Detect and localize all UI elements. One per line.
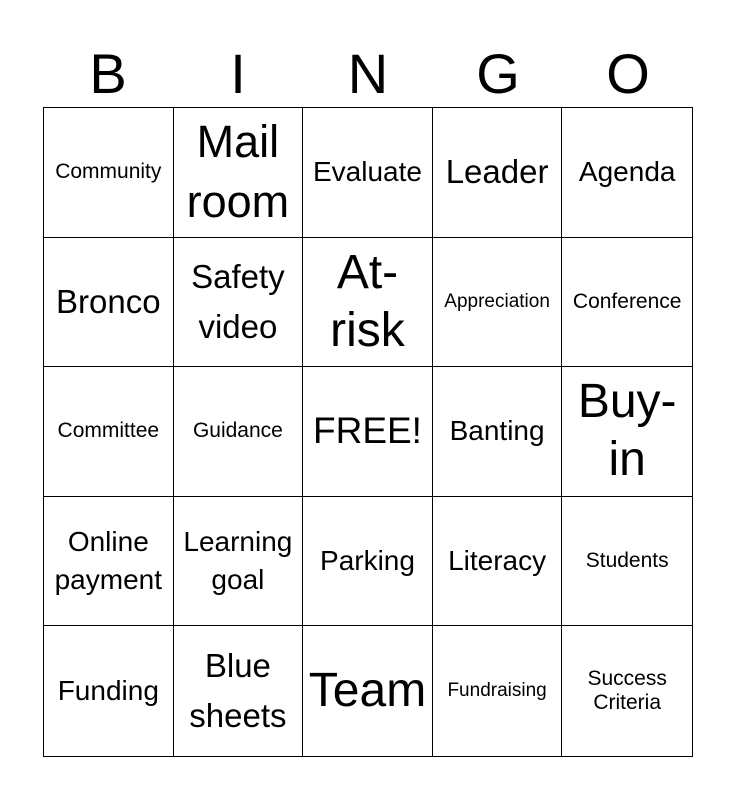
cell-label: Community — [55, 160, 162, 184]
cell-label: Funding — [57, 675, 159, 707]
bingo-cell[interactable] — [44, 238, 174, 368]
bingo-cell[interactable] — [562, 626, 692, 756]
bingo-cell[interactable] — [433, 367, 563, 497]
bingo-board — [43, 107, 693, 757]
cell-label: At-risk — [330, 245, 405, 357]
bingo-header — [43, 40, 693, 108]
bingo-cell[interactable] — [303, 497, 433, 627]
bingo-cell[interactable] — [562, 238, 692, 368]
header-letter-o: O — [606, 42, 650, 105]
bingo-cell[interactable] — [44, 367, 174, 497]
cell-label: Online payment — [54, 526, 162, 596]
cell-label: Committee — [57, 419, 160, 443]
bingo-cell[interactable] — [174, 367, 304, 497]
bingo-cell[interactable] — [303, 626, 433, 756]
bingo-cell[interactable] — [433, 238, 563, 368]
header-letter-b: B — [89, 42, 127, 105]
header-letter-n: N — [347, 42, 389, 105]
cell-label: Mail room — [186, 116, 290, 228]
cell-label: FREE! — [313, 410, 422, 452]
cell-label: Fundraising — [447, 680, 547, 702]
cell-label: Agenda — [578, 156, 676, 188]
bingo-cell[interactable] — [44, 626, 174, 756]
bingo-cell[interactable] — [562, 497, 692, 627]
cell-label: Literacy — [448, 545, 547, 577]
bingo-cell[interactable] — [562, 367, 692, 497]
cell-label: Learning goal — [183, 526, 293, 596]
cell-label: Guidance — [192, 419, 283, 443]
bingo-cell[interactable] — [433, 626, 563, 756]
header-letter-g: G — [476, 42, 520, 105]
cell-label: Buy-in — [577, 375, 677, 487]
bingo-cell[interactable] — [174, 108, 304, 238]
cell-label: Students — [585, 549, 669, 573]
cell-label: Blue sheets — [189, 647, 287, 735]
bingo-cell[interactable] — [433, 108, 563, 238]
bingo-cell[interactable] — [433, 497, 563, 627]
cell-label: Banting — [449, 415, 545, 447]
cell-label: Success Criteria — [587, 667, 667, 715]
bingo-cell free-space[interactable] — [303, 367, 433, 497]
cell-label: Evaluate — [313, 156, 422, 188]
bingo-cell[interactable] — [174, 626, 304, 756]
cell-label: Parking — [320, 545, 415, 577]
bingo-cell[interactable] — [174, 238, 304, 368]
bingo-cell[interactable] — [44, 497, 174, 627]
cell-label: Leader — [445, 153, 549, 191]
cell-label: Conference — [572, 289, 682, 313]
bingo-cell[interactable] — [562, 108, 692, 238]
header-letter-i: I — [230, 42, 246, 105]
bingo-cell[interactable] — [174, 497, 304, 627]
bingo-cell[interactable] — [44, 108, 174, 238]
bingo-cell[interactable] — [303, 238, 433, 368]
cell-label: Team — [308, 664, 427, 718]
bingo-cell[interactable] — [303, 108, 433, 238]
cell-label: Appreciation — [444, 290, 550, 312]
cell-label: Bronco — [56, 282, 161, 320]
cell-label: Safety video — [191, 257, 285, 345]
